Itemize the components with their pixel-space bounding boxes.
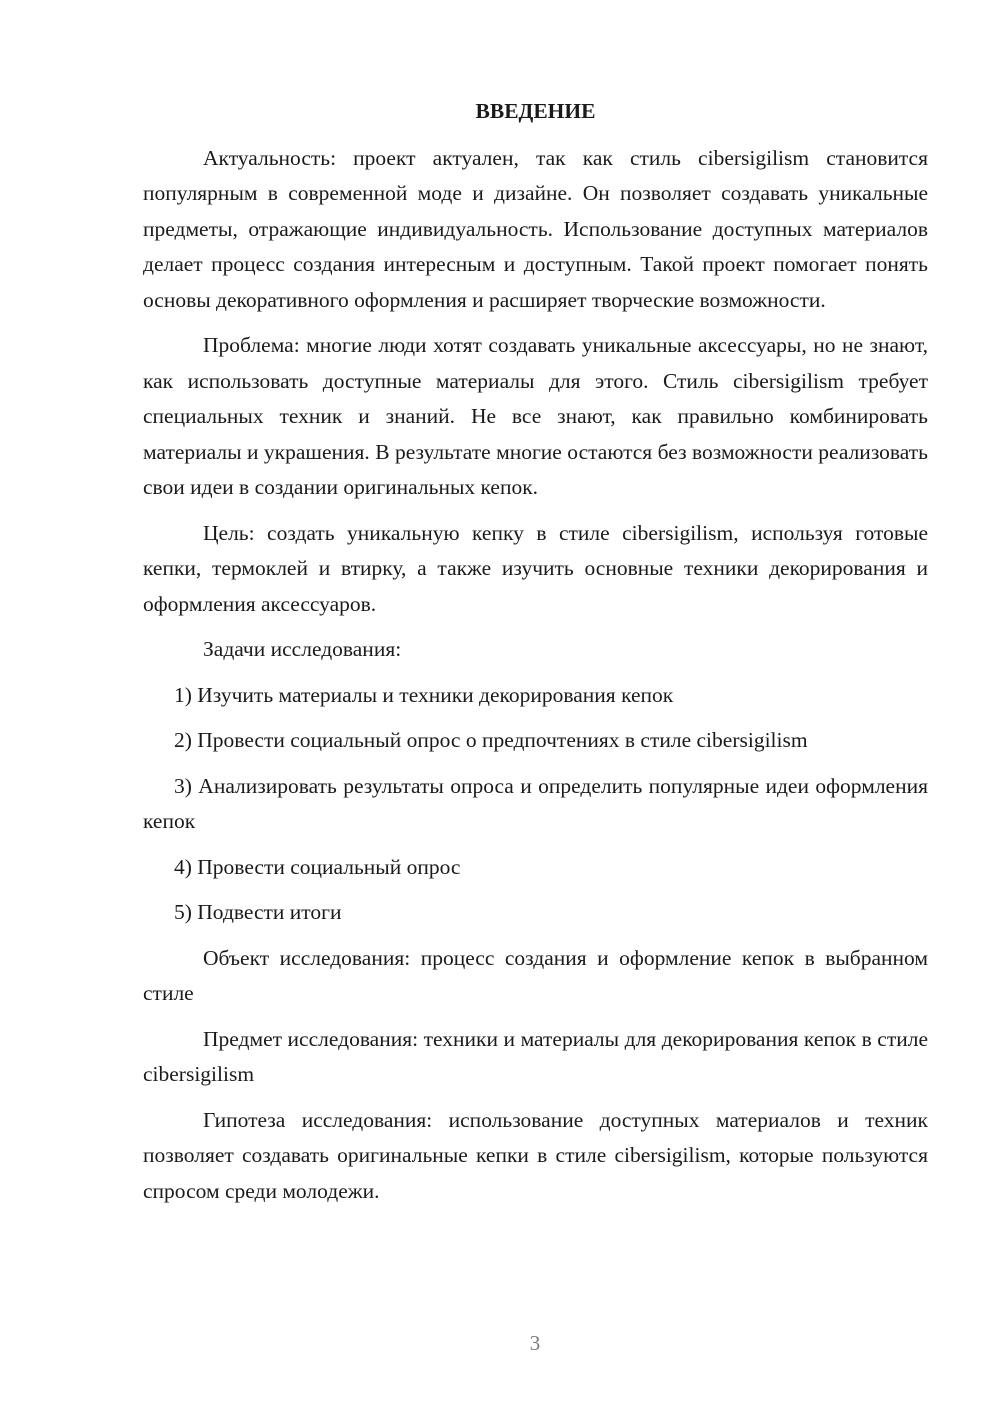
goal-paragraph: Цель: создать уникальную кепку в стиле cibersigilism, используя готовые кепки, термоклей и втирку, а также изучить основные техники декорирования и оформления аксессуаров. xyxy=(143,520,928,616)
task-item-4: 4) Провести социальный опрос xyxy=(174,854,461,879)
tasks-heading: Задачи исследования: xyxy=(203,637,402,661)
object-paragraph: Объект исследования: процесс создания и оформление кепок в выбранном стиле xyxy=(143,945,928,1005)
page-title: ВВЕДЕНИЕ xyxy=(475,99,596,123)
relevance-paragraph: Актуальность: проект актуален, так как стиль cibersigilism становится популярным в современной моде и дизайне. Он позволяет создавать уникальные предметы, отражающие индивидуальность. Использование доступных материалов делает процесс создания интересным и доступным. Такой проект помогает понять основы декоративного оформления и расширяет творческие возможности. xyxy=(143,145,928,312)
task-item-2: 2) Провести социальный опрос о предпочтениях в стиле cibersigilism xyxy=(174,728,808,752)
subject-paragraph: Предмет исследования: техники и материалы для декорирования кепок в стиле cibersigilism xyxy=(143,1026,928,1086)
task-item-3: 3) Анализировать результаты опроса и определить популярные идеи оформления кепок xyxy=(143,773,928,833)
page-number: 3 xyxy=(529,1331,541,1355)
task-item-5: 5) Подвести итоги xyxy=(174,900,342,924)
task-item-1: 1) Изучить материалы и техники декорирования кепок xyxy=(174,682,674,707)
hypothesis-paragraph: Гипотеза исследования: использование доступных материалов и техник позволяет создавать оригинальные кепки в стиле cibersigilism, которые пользуются спросом среди молодежи. xyxy=(143,1107,928,1203)
problem-paragraph: Проблема: многие люди хотят создавать уникальные аксессуары, но не знают, как использовать доступные материалы для этого. Стиль cibersigilism требует специальных техник и знаний. Не все знают, как правильно комбинировать материалы и украшения. В результате многие остаются без возможности реализовать свои идеи в создании оригинальных кепок. xyxy=(143,333,928,499)
page-content xyxy=(143,94,928,1219)
